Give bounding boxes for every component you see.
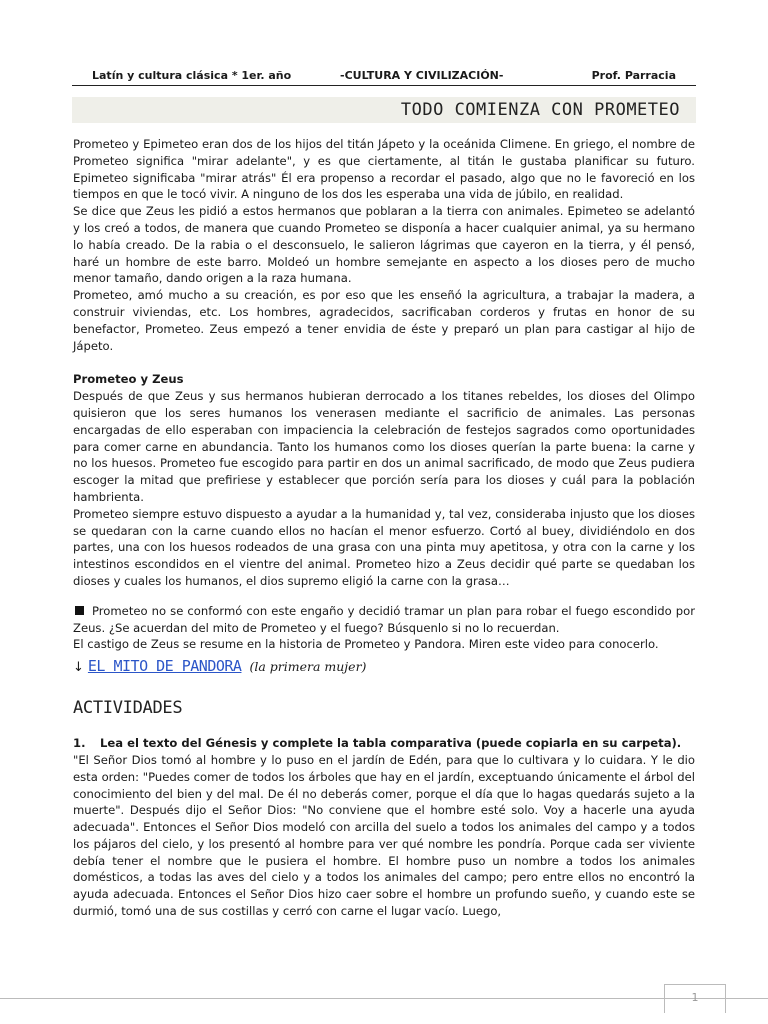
paragraph: Prometeo siempre estuvo dispuesto a ayudar a la humanidad y, tal vez, consideraba injusto que los dioses se quedaran con la carne cuando ellos no hacían el menor esfuerzo. Cortó al buey, dividiéndolo en dos partes, una con los huesos rodeados de una grasa con una pinta muy apetitosa, y otra con la carne y los intestinos escondidos en el vientre del animal. Prometeo hizo a Zeus decidir qué parte se quedaban los dioses y cuales los humanos, el dios supremo eligió la carne con la grasa… bbox=[73, 506, 695, 588]
pandora-video-link[interactable]: EL MITO DE PANDORA bbox=[87, 657, 242, 676]
activity-instruction bbox=[73, 735, 695, 752]
header-teacher: Prof. Parracia bbox=[591, 69, 676, 82]
bullet-paragraph bbox=[73, 603, 695, 637]
activities-heading: ACTIVIDADES bbox=[73, 698, 183, 719]
genesis-quote: "El Señor Dios tomó al hombre y lo puso en el jardín de Edén, para que lo cultivara y lo cuidara. Y le dio esta orden: "Puedes comer de todos los árboles que hay en el jardín, exceptuando únicamente el árbol del conocimiento del bien y del mal. De él no deberás comer, porque el día que lo hagas quedarás sujeto a la muerte". Después dijo el Señor Dios: "No conviene que el hombre esté solo. Voy a hacerle una ayuda adecuada". Entonces el Señor Dios modeló con arcilla del suelo a todos los animales del campo y a todos los pájaros del cielo, y los presentó al hombre para ver qué nombre les pondría. Porque cada ser viviente debía tener el nombre que le pusiera el hombre. El hombre puso un nombre a todos los animales domésticos, a todas las aves del cielo y a todos los animales del campo; pero entre ellos no encontró la ayuda adecuada. Entonces el Señor Dios hizo caer sobre el hombre un profundo sueño, y cuando este se durmió, tomó una de sus costillas y cerró con carne el lugar vacío. Luego, bbox=[73, 752, 695, 919]
document-body bbox=[73, 136, 695, 920]
paragraph: El castigo de Zeus se resume en la historia de Prometeo y Pandora. Miren este video para conocerlo. bbox=[73, 637, 659, 652]
activity-number: 1. bbox=[73, 736, 86, 751]
paragraph: Después de que Zeus y sus hermanos hubieran derrocado a los titanes rebeldes, los dioses del Olimpo quisieron que los seres humanos los venerasen mediante el sacrificio de animales. Las personas encargadas de ello esperaban con impaciencia la celebración de festejos sagrados como oportunidades para comer carne en abundancia. Tanto los humanos como los dioses querían la parte buena: la carne y no los huesos. Prometeo fue escogido para partir en dos un animal sacrificado, de modo que Zeus pudiera escoger la mitad que prefiriese y establecer que porción sería para los dioses y cuál para la población hambrienta. bbox=[73, 389, 695, 504]
video-link-row bbox=[73, 655, 695, 679]
bullet-text: Prometeo no se conformó con este engaño y decidió tramar un plan para robar el fuego escondido por Zeus. ¿Se acuerdan del mito de Prometeo y el fuego? Búsquenlo si no lo recuerdan. bbox=[73, 603, 695, 635]
footer-rule bbox=[0, 998, 768, 999]
paragraph: Prometeo, amó mucho a su creación, es por eso que les enseñó la agricultura, a trabajar la madera, a construir viviendas, etc. Los hombres, agradecidos, sacrificaban corderos y frutas en honor de su benefactor, Prometeo. Zeus empezó a tener envidia de éste y preparó un plan para castigar al hijo de Jápeto. bbox=[73, 288, 695, 353]
square-bullet-icon bbox=[75, 606, 84, 615]
link-note: (la primera mujer) bbox=[249, 659, 367, 675]
arrow-down-icon: ↓ bbox=[73, 660, 84, 676]
paragraph: Se dice que Zeus les pidió a estos hermanos que poblaran a la tierra con animales. Epimeteo se adelantó y los creó a todos, de manera que cuando Prometeo se disponía a hacer cualquier animal, ya su hermano lo había creado. De la rabia o el desconsuelo, le salieron lágrimas que cayeron en la tierra, y él pensó, haré un hombre de este barro. Moldeó un hombre semejante en aspecto a los dioses pero de mucho menor tamaño, dando origen a la raza humana. bbox=[73, 204, 695, 286]
header-course: Latín y cultura clásica * 1er. año bbox=[92, 69, 292, 82]
page-header bbox=[72, 69, 696, 86]
page-number: 1 bbox=[664, 984, 726, 1013]
activity-instruction-text: Lea el texto del Génesis y complete la tabla comparativa (puede copiarla en su carpeta). bbox=[100, 736, 682, 751]
title-bar bbox=[72, 97, 696, 123]
page-title: TODO COMIENZA CON PROMETEO bbox=[400, 100, 680, 120]
section-heading: Prometeo y Zeus bbox=[73, 372, 184, 387]
header-topic: -CULTURA Y CIVILIZACIÓN- bbox=[340, 69, 504, 82]
paragraph: Prometeo y Epimeteo eran dos de los hijos del titán Jápeto y la oceánida Climene. En griego, el nombre de Prometeo significa "mirar adelante", y es que ciertamente, al titán le gustaba planificar su futuro. Epimeteo significaba "mirar atrás" Él era propenso a recordar el pasado, algo que no le favoreció en los tiempos en que le tocó vivir. A ninguno de los dos les esperaba una vida de júbilo, en realidad. bbox=[73, 137, 695, 202]
